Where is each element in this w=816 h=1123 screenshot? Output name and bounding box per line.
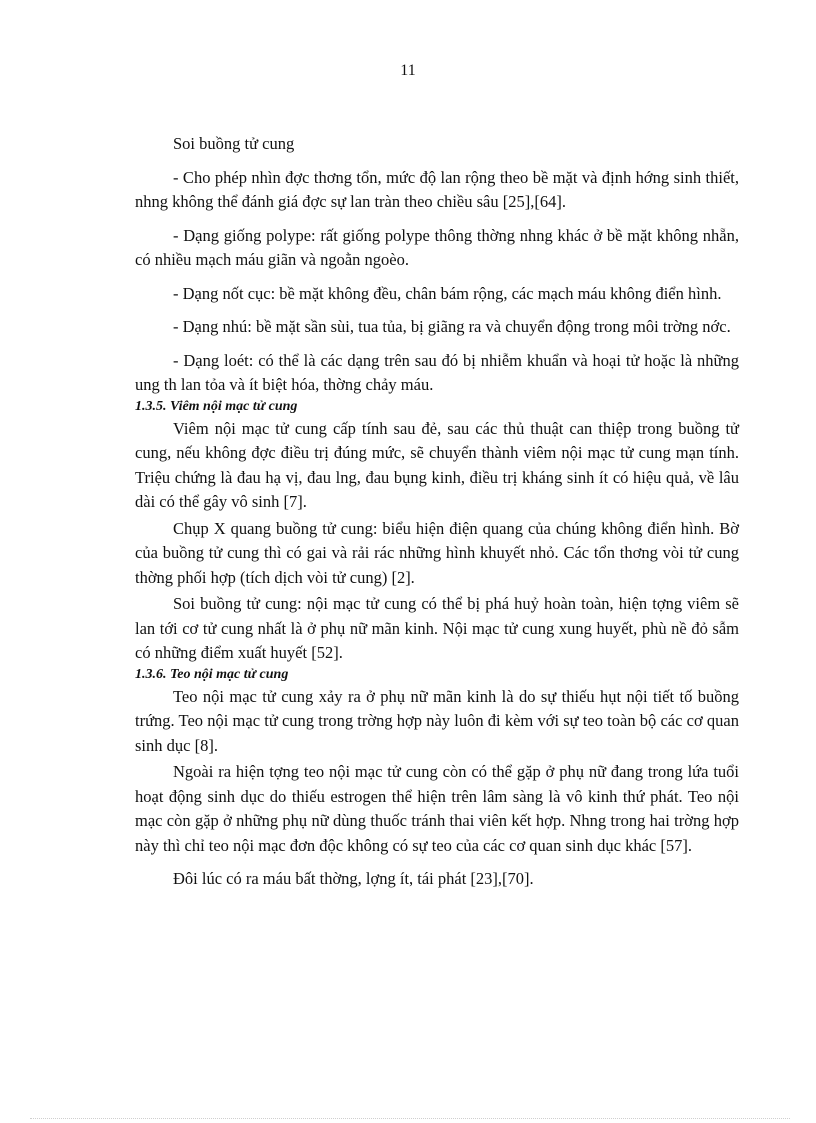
paragraph-endometritis-3: Soi buồng tử cung: nội mạc tử cung có thể bị phá huỷ hoàn toàn, hiện tợng viêm sẽ lan tới cơ tử cung nhất là ở phụ nữ mãn kinh. Nội mạc tử cung xung huyết, phù nề đỏ sẫm có những điểm xuất huyết [52]. — [135, 594, 739, 662]
paragraph-atrophy-1: Teo nội mạc tử cung xảy ra ở phụ nữ mãn kinh là do sự thiếu hụt nội tiết tố buồng trứng. Teo nội mạc tử cung trong trờng hợp này luôn đi kèm với sự teo toàn bộ các cơ quan sinh dục [8]. — [135, 686, 739, 755]
section-heading-atrophy: 1.3.6. Teo nội mạc tử cung — [135, 666, 289, 682]
paragraph-endometritis-1: Viêm nội mạc tử cung cấp tính sau đẻ, sau các thủ thuật can thiệp trong buồng tử cung, nếu không đợc điều trị đúng mức, sẽ chuyển thành viêm nội mạc tử cung mạn tính. Triệu chứng là đau hạ vị, đau lng, đau bụng kinh, điều trị kháng sinh ít có hiệu quả, về lâu dài có thể gây vô sinh [7]. — [135, 418, 739, 511]
paragraph-polype-type: - Dạng giống polype: rất giống polype thông thờng nhng khác ở bề mặt không nhẵn, có nhiều mạch máu giãn và ngoằn ngoèo. — [135, 225, 739, 269]
paragraph-hysteroscopy-benefit: - Cho phép nhìn đợc thơng tổn, mức độ lan rộng theo bề mặt và định hớng sinh thiết, nhng không thể đánh giá đợc sự lan tràn theo chiều sâu [25],[64]. — [135, 167, 739, 211]
paragraph-atrophy-3: Đôi lúc có ra máu bất thờng, lợng ít, tái phát [23],[70]. — [173, 869, 534, 888]
paragraph-papillary-type: - Dạng nhú: bề mặt sần sùi, tua tủa, bị giãng ra và chuyển động trong môi trờng nớc. — [173, 317, 731, 336]
paragraph-hysteroscopy-title: Soi buồng tử cung — [173, 134, 295, 153]
paragraph-ulcer-type: - Dạng loét: có thể là các dạng trên sau đó bị nhiễm khuẩn và hoại tử hoặc là những ung th lan tỏa và ít biệt hóa, thờng chảy máu. — [135, 350, 739, 394]
page-number: 11 — [400, 62, 416, 79]
paragraph-endometritis-2: Chụp X quang buồng tử cung: biểu hiện điện quang của chúng không điển hình. Bờ của buồng tử cung thì có gai và rải rác những hình khuyết nhỏ. Các tổn thơng vòi tử cung thờng phối hợp (tích dịch vòi tử cung) [2]. — [135, 518, 739, 587]
paragraph-atrophy-2: Ngoài ra hiện tợng teo nội mạc tử cung còn có thể gặp ở phụ nữ đang trong lứa tuổi hoạt động sinh dục do thiếu estrogen thể hiện trên lâm sàng là vô kinh thứ phát. Teo nội mạc còn gặp ở những phụ nữ dùng thuốc tránh thai viên kết hợp. Nhng trong hai trờng hợp này thì chỉ teo nội mạc đơn độc không có sự teo của các cơ quan sinh dục khác [57]. — [135, 762, 739, 855]
document-body — [135, 132, 739, 892]
paragraph-nodular-type: - Dạng nốt cục: bề mặt không đều, chân bám rộng, các mạch máu không điển hình. — [173, 283, 722, 303]
page-bottom-divider — [30, 1118, 790, 1119]
section-heading-endometritis: 1.3.5. Viêm nội mạc tử cung — [135, 398, 298, 414]
